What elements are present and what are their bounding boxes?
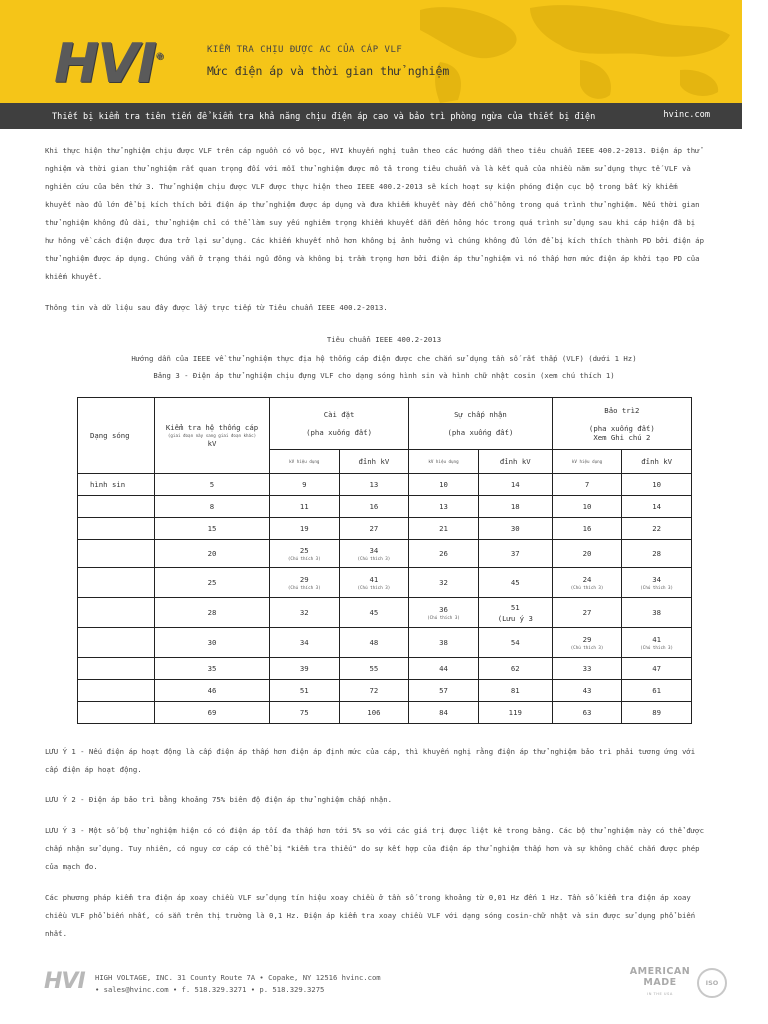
footer-logo: HVI xyxy=(44,969,85,994)
cell-ir: 11 xyxy=(270,496,340,518)
cell-sys: 5 xyxy=(155,474,270,496)
tagline: Thiết bị kiểm tra tiên tiến để kiểm tra khả năng chịu điện áp cao và bảo trì phòng ngừa của thiết bị điện xyxy=(52,112,596,122)
cell-ar: 44 xyxy=(409,658,479,680)
table-caption: Bảng 3 - Điện áp thử nghiệm chịu đựng VLF cho dạng sóng hình sin và hình chữ nhật cosin (xem chú thích 1) xyxy=(153,371,615,380)
note-1: LƯU Ý 1 - Nếu điện áp hoạt động là cấp điện áp thấp hơn điện áp định mức của cáp, thì khuyến nghị rằng điện áp thử nghiệm bảo trì phải tương ứng với cấp điện áp hoạt động. xyxy=(45,747,696,774)
cell-ar: 21 xyxy=(409,518,479,540)
cell-waveform xyxy=(78,628,155,658)
cell-ip: 45 xyxy=(339,598,409,628)
cell-ar: 10 xyxy=(409,474,479,496)
cell-ap: 51 (Lưu ý 3 xyxy=(478,598,552,628)
cell-mr: 63 xyxy=(552,702,622,724)
source-line: Thông tin và dữ liệu sau đây được lấy trực tiếp từ Tiêu chuẩn IEEE 400.2-2013. xyxy=(45,303,388,312)
cell-ap: 81 xyxy=(478,680,552,702)
header-waveform: Dạng sóng xyxy=(78,398,155,474)
cell-ap: 119 xyxy=(478,702,552,724)
table-row xyxy=(78,680,692,702)
header-kicker: KIỂM TRA CHỊU ĐƯỢC AC CỦA CÁP VLF xyxy=(207,45,403,55)
cell-sys: 35 xyxy=(155,658,270,680)
cell-sys: 28 xyxy=(155,598,270,628)
footer-address xyxy=(95,972,381,996)
table-row xyxy=(78,658,692,680)
table-row xyxy=(78,702,692,724)
cell-waveform xyxy=(78,702,155,724)
cell-mr: 27 xyxy=(552,598,622,628)
table-body xyxy=(78,474,692,724)
cell-mr: 16 xyxy=(552,518,622,540)
cell-ip: 55 xyxy=(339,658,409,680)
cell-mp: 14 xyxy=(622,496,692,518)
cell-ir: 39 xyxy=(270,658,340,680)
cell-ar: 32 xyxy=(409,568,479,598)
table-row xyxy=(78,496,692,518)
cell-sys: 25 xyxy=(155,568,270,598)
table-row xyxy=(78,598,692,628)
cell-sys: 30 xyxy=(155,628,270,658)
cell-waveform xyxy=(78,658,155,680)
table-row xyxy=(78,474,692,496)
contact-line: • sales@hvinc.com • f. 518.329.3271 • p. 518.329.3275 xyxy=(95,985,325,994)
cell-ap: 37 xyxy=(478,540,552,568)
cell-mr: 7 xyxy=(552,474,622,496)
cell-mp: 61 xyxy=(622,680,692,702)
voltage-table xyxy=(77,397,692,724)
table-row xyxy=(78,628,692,658)
cell-ir: 75 xyxy=(270,702,340,724)
table-header-row xyxy=(78,398,692,450)
cell-ir: 29 (Chú thích 3) xyxy=(270,568,340,598)
cell-ip: 13 xyxy=(339,474,409,496)
header-acceptance: Sự chấp nhận (pha xuống đất) xyxy=(409,398,553,450)
cell-sys: 15 xyxy=(155,518,270,540)
cell-waveform xyxy=(78,568,155,598)
cell-ar: 26 xyxy=(409,540,479,568)
page-title: Mức điện áp và thời gian thử nghiệm xyxy=(207,64,450,78)
cell-ap: 30 xyxy=(478,518,552,540)
cell-mr: 29 (Chú thích 3) xyxy=(552,628,622,658)
cell-ar: 38 xyxy=(409,628,479,658)
cell-waveform xyxy=(78,598,155,628)
cell-ip: 106 xyxy=(339,702,409,724)
cell-ir: 9 xyxy=(270,474,340,496)
footer xyxy=(0,960,768,1024)
iso-badge: ISO xyxy=(697,968,727,998)
cell-ip: 34 (Chú thích 3) xyxy=(339,540,409,568)
cell-mp: 47 xyxy=(622,658,692,680)
cell-ip: 72 xyxy=(339,680,409,702)
cell-mp: 89 xyxy=(622,702,692,724)
cell-ip: 27 xyxy=(339,518,409,540)
subheader-rms: kV hiệu dụng xyxy=(270,450,340,474)
standard-title: Tiêu chuẩn IEEE 400.2-2013 xyxy=(326,335,442,344)
cell-ir: 51 xyxy=(270,680,340,702)
cell-waveform: hình sin xyxy=(78,474,155,496)
cell-mr: 43 xyxy=(552,680,622,702)
table-row xyxy=(78,518,692,540)
cell-ar: 57 xyxy=(409,680,479,702)
subheader-rms: kV hiệu dụng xyxy=(409,450,479,474)
cell-mr: 33 xyxy=(552,658,622,680)
cell-ap: 62 xyxy=(478,658,552,680)
table-row xyxy=(78,568,692,598)
american-made-badge: AMERICAN MADE IN THE USA xyxy=(629,966,691,996)
cell-mr: 24 (Chú thích 3) xyxy=(552,568,622,598)
cell-ar: 36 (Chú thích 3) xyxy=(409,598,479,628)
address-line: HIGH VOLTAGE, INC. 31 County Route 7A • Copake, NY 12516 hvinc.com xyxy=(95,973,381,982)
cell-ar: 84 xyxy=(409,702,479,724)
note-3: LƯU Ý 3 - Một số bộ thử nghiệm hiện có có điện áp tối đa thấp hơn tới 5% so với các giá trị được liệt kê trong bảng. Các bộ thử nghiệm này có thể được chấp nhận sử dụng. Tuy nhiên, có nguy cơ cáp có thể bị "kiểm tra thiếu" do sự kết hợp của điện áp thử nghiệm thấp hơn và sự không chắc chắn được phép của mạch đo. xyxy=(45,826,704,871)
cell-mr: 20 xyxy=(552,540,622,568)
header-installation: Cài đặt (pha xuống đất) xyxy=(270,398,409,450)
cell-sys: 20 xyxy=(155,540,270,568)
tagline-band xyxy=(0,103,742,129)
cell-ip: 16 xyxy=(339,496,409,518)
hvi-logo: HVI® xyxy=(54,32,163,95)
subheader-peak: đỉnh kV xyxy=(622,450,692,474)
cell-mr: 10 xyxy=(552,496,622,518)
closing-paragraph: Các phương pháp kiểm tra điện áp xoay chiều VLF sử dụng tín hiệu xoay chiều ở tần số trong khoảng từ 0,01 Hz đến 1 Hz. Tần số kiểm tra điện áp xoay chiều VLF phổ biến nhất, có sẵn trên thị trường là 0,1 Hz. Điện áp kiểm tra xoay chiều VLF với dạng sóng cosin-chữ nhật và sin được sử dụng phổ biến nhất. xyxy=(45,893,696,938)
note-2: LƯU Ý 2 - Điện áp bảo trì bằng khoảng 75% biên độ điện áp thử nghiệm chấp nhận. xyxy=(45,795,393,804)
cell-ar: 13 xyxy=(409,496,479,518)
cell-waveform xyxy=(78,680,155,702)
cell-waveform xyxy=(78,518,155,540)
subheader-rms: kV hiệu dụng xyxy=(552,450,622,474)
cell-ap: 18 xyxy=(478,496,552,518)
cell-mp: 34 (Chú thích 3) xyxy=(622,568,692,598)
cell-mp: 10 xyxy=(622,474,692,496)
cell-ir: 25 (Chú thích 3) xyxy=(270,540,340,568)
cell-ip: 41 (Chú thích 3) xyxy=(339,568,409,598)
header-system: Kiểm tra hệ thống cáp (giai đoạn này sang giai đoạn khác) kV xyxy=(155,398,270,474)
website-link[interactable]: hvinc.com xyxy=(663,110,710,120)
cell-mp: 38 xyxy=(622,598,692,628)
header-maintenance: Bảo trì2 (pha xuống đất) Xem Ghi chú 2 xyxy=(552,398,691,450)
cell-ap: 54 xyxy=(478,628,552,658)
cell-ir: 19 xyxy=(270,518,340,540)
subheader-peak: đỉnh kV xyxy=(478,450,552,474)
header-edge xyxy=(742,0,768,129)
cell-ir: 32 xyxy=(270,598,340,628)
cell-mp: 22 xyxy=(622,518,692,540)
cell-sys: 46 xyxy=(155,680,270,702)
cell-ap: 14 xyxy=(478,474,552,496)
cell-sys: 8 xyxy=(155,496,270,518)
cell-mp: 28 xyxy=(622,540,692,568)
cell-waveform xyxy=(78,540,155,568)
cell-sys: 69 xyxy=(155,702,270,724)
cell-ap: 45 xyxy=(478,568,552,598)
cell-ir: 34 xyxy=(270,628,340,658)
guide-title: Hướng dẫn của IEEE về thử nghiệm thực địa hệ thống cáp điện được che chắn sử dụng tần số rất thấp (VLF) (dưới 1 Hz) xyxy=(131,354,637,363)
intro-paragraph: Khi thực hiện thử nghiệm chịu được VLF trên cáp nguồn có vỏ bọc, HVI khuyến nghị tuân theo các hướng dẫn theo tiêu chuẩn IEEE 400.2-2013. Điện áp thử nghiệm và thời gian thử nghiệm rất quan trọng đối với mỗi thử nghiệm được mô tả trong tiêu chuẩn và là kết quả của nhiều năm sử dụng thực tế VLF và nghiên cứu của bên thứ 3. Thử nghiệm chịu được VLF được thực hiện theo IEEE 400.2-2013 sẽ kích hoạt sự kiện phóng điện cục bộ trong bất kỳ khiếm khuyết nào đủ lớn để bị kích thích bởi điện áp thử nghiệm được áp dụng và đưa khiếm khuyết này đến chỗ hỏng trong quá trình thử nghiệm. Nếu thời gian thử nghiệm không đủ dài, thử nghiệm chỉ có thể làm suy yếu nghiêm trọng khiếm khuyết dẫn đến hỏng hóc trong quá trình sử dụng sau khi cáp hiện đã bị hư hỏng về cách điện được đưa trở lại sử dụng. Các khiếm khuyết nhỏ hơn không bị ảnh hưởng vì chúng không đủ lớn để bị kích thích thành PD bởi điện áp thử nghiệm được áp dụng. Chúng vẫn ở trạng thái ngủ đông và không bị trầm trọng hơn bởi điện áp thử nghiệm vì nó thấp hơn mức điện áp khởi tạo PD của khiếm khuyết. xyxy=(45,146,704,281)
world-map-graphic xyxy=(380,0,742,103)
cell-mp: 41 (Chú thích 3) xyxy=(622,628,692,658)
cell-ip: 48 xyxy=(339,628,409,658)
cell-waveform xyxy=(78,496,155,518)
header-banner xyxy=(0,0,742,103)
table-row xyxy=(78,540,692,568)
subheader-peak: đỉnh kV xyxy=(339,450,409,474)
